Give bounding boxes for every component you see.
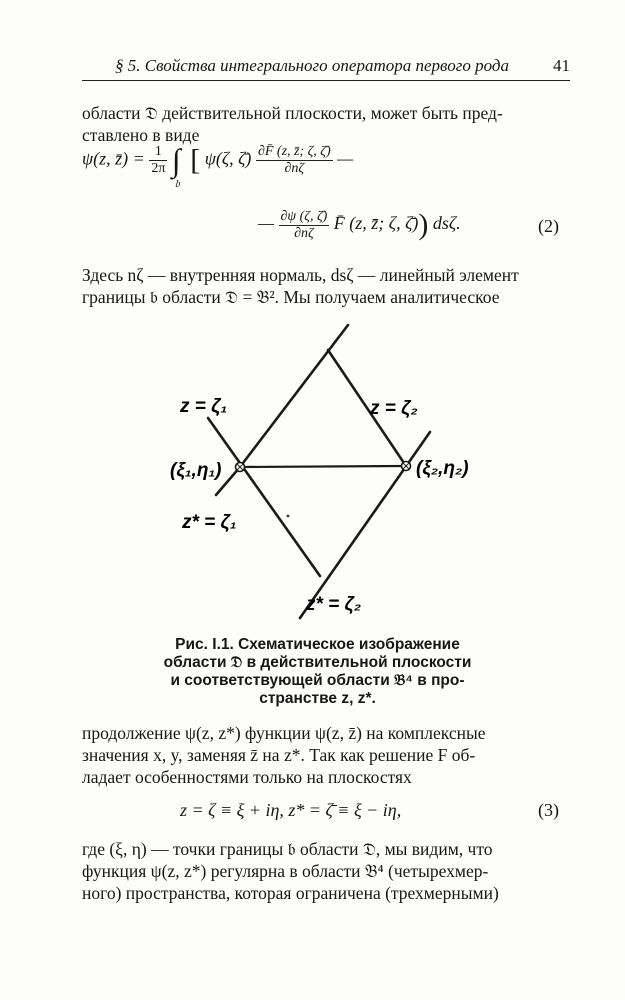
caption-line: странстве z, z*.	[259, 690, 376, 707]
eq2-term2: F̄ (z, z̄; ζ, ζ̄)	[333, 213, 419, 234]
running-title: § 5. Свойства интегрального оператора первого рода	[115, 56, 509, 75]
paragraph-line: продолжение ψ(z, z*) функции ψ(z, z̄) на комплексные	[82, 723, 486, 743]
label-z-zeta2: z = ζ₂	[370, 398, 418, 419]
eq2-coefficient	[149, 144, 167, 177]
label-zstar-zeta1: z* = ζ₁	[182, 512, 237, 533]
caption-line: области 𝔇 в действительной плоскости	[163, 654, 472, 671]
integral-sign: ∫	[171, 142, 181, 178]
caption-line: и соответствующей области 𝔅⁴ в про-	[170, 672, 465, 689]
eq2-coef-den: 2π	[151, 161, 166, 176]
equation-2-number: (2)	[538, 216, 559, 236]
paragraph-line: функция ψ(z, z*) регулярна в области 𝔅⁴ (четырехмер-	[82, 861, 489, 881]
header-rule	[82, 80, 570, 81]
eq2-frac2-den: ∂nζ	[294, 225, 314, 241]
running-header	[115, 56, 570, 76]
label-zstar-zeta2: z* = ζ₂	[306, 594, 362, 615]
equation-2-line-2	[258, 208, 461, 242]
paragraph-3	[82, 722, 570, 788]
line-horizontal	[240, 466, 406, 467]
eq2-frac2-num: ∂ψ (ζ, ζ̄)	[280, 208, 328, 224]
eq2-fraction-1	[256, 144, 333, 177]
paragraph-line: границы 𝔟 области 𝔇 = 𝔅². Мы получаем аналитическое	[82, 287, 500, 307]
paragraph-line: ладает особенностями только на плоскостях	[82, 767, 412, 787]
paragraph-line: Здесь nζ — внутренняя нормаль, dsζ — линейный элемент	[82, 265, 519, 285]
equation-3-number: (3)	[538, 800, 559, 820]
eq2-fraction-2	[279, 209, 330, 242]
equation-3: z = ζ ≡ ξ + iη, z* = ζ̄ ≡ ξ − iη,	[180, 800, 402, 820]
label-point-2: (ξ₂,η₂)	[416, 458, 469, 479]
bracket-open: [	[190, 143, 201, 177]
label-z-zeta1: z = ζ₁	[180, 396, 228, 417]
paragraph-line: ставлено в виде	[82, 125, 200, 145]
bracket-close: )	[418, 208, 429, 241]
paragraph-line: области 𝔇 действительной плоскости, может быть пред-	[82, 103, 503, 123]
figure-caption	[160, 636, 475, 708]
label-point-1: (ξ₁,η₁)	[170, 460, 222, 481]
eq2-frac1-num: ∂F̄ (z, z̄; ζ, ζ̄)	[257, 144, 331, 159]
stray-dot	[287, 515, 290, 518]
paragraph-line: где (ξ, η) — точки границы 𝔟 области 𝔇, мы видим, что	[82, 839, 493, 859]
eq2-int-lower: 𝔟	[174, 177, 180, 190]
equation-2-line-1	[82, 142, 354, 190]
paragraph-4	[82, 838, 570, 904]
line-lower-left	[208, 418, 320, 576]
eq2-tail: dsζ.	[432, 213, 461, 234]
line-upper-left	[240, 325, 348, 467]
eq2-dash-2: —	[258, 213, 275, 234]
line-lower-right	[300, 432, 430, 618]
paragraph-1	[82, 102, 570, 146]
eq2-coef-num: 1	[149, 144, 167, 161]
eq2-lhs: ψ(z, z̄) =	[82, 148, 145, 169]
page-number: 41	[553, 56, 570, 75]
paragraph-line: ного) пространства, которая ограничена (трехмерными)	[82, 883, 499, 903]
eq2-frac1-den: ∂nζ	[284, 161, 305, 176]
eq2-dash: —	[337, 148, 354, 169]
eq2-term1: ψ(ζ, ζ̄)	[204, 148, 252, 169]
figure-diagram	[160, 320, 500, 630]
paragraph-line: значения x, y, заменяя z̄ на z*. Так как решение F об-	[82, 745, 476, 765]
paragraph-2	[82, 264, 570, 308]
caption-line: Рис. I.1. Схематическое изображение	[175, 636, 460, 653]
